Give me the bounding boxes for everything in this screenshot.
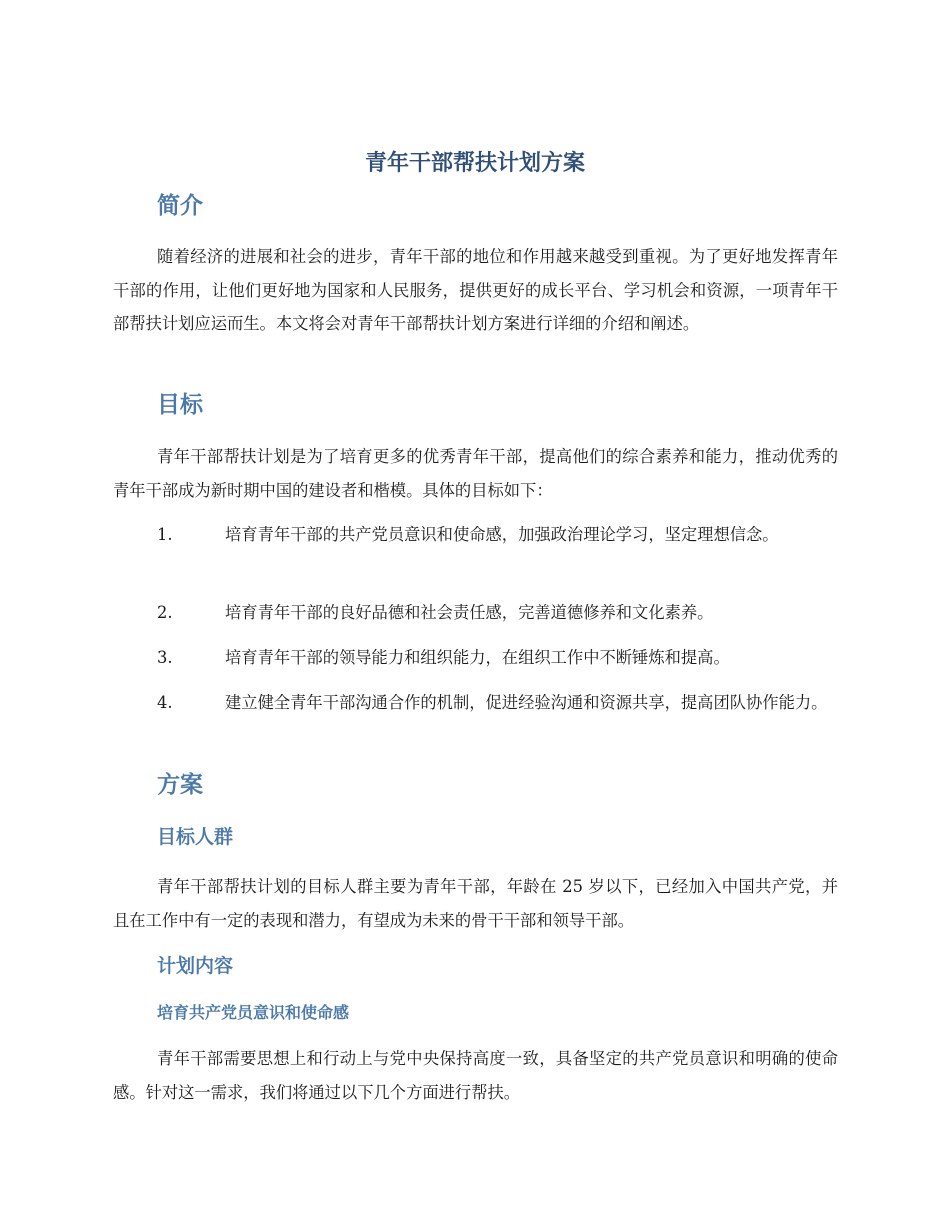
goal-item-text: 建立健全青年干部沟通合作的机制，促进经验沟通和资源共享，提高团队协作能力。 [225, 693, 828, 712]
goal-item [113, 596, 838, 630]
subheading-party-awareness: 培育共产党员意识和使命感 [157, 1003, 350, 1022]
goal-item-text: 培育青年干部的共产党员意识和使命感，加强政治理论学习，坚定理想信念。 [225, 525, 779, 544]
goal-item [113, 518, 838, 552]
goals-paragraph: 青年干部帮扶计划是为了培育更多的优秀青年干部，提高他们的综合素养和能力，推动优秀的青年干部成为新时期中国的建设者和楷模。具体的目标如下： [113, 447, 838, 500]
goal-item [113, 686, 838, 720]
goal-item [113, 641, 838, 675]
heading-plan: 方案 [157, 772, 203, 798]
heading-target-group: 目标人群 [157, 826, 234, 848]
heading-plan-content: 计划内容 [157, 955, 234, 977]
goal-item-number: 2. [157, 603, 173, 622]
goal-item-number: 1. [157, 525, 173, 544]
goal-item-text: 培育青年干部的领导能力和组织能力，在组织工作中不断锤炼和提高。 [225, 648, 730, 667]
target-group-paragraph: 青年干部帮扶计划的目标人群主要为青年干部，年龄在 25 岁以下，已经加入中国共产党，并且在工作中有一定的表现和潜力，有望成为未来的骨干干部和领导干部。 [113, 877, 838, 930]
party-awareness-paragraph: 青年干部需要思想上和行动上与党中央保持高度一致，具备坚定的共产党员意识和明确的使命感。针对这一需求，我们将通过以下几个方面进行帮扶。 [113, 1049, 838, 1102]
heading-goals: 目标 [157, 392, 203, 418]
goal-item-text: 培育青年干部的良好品德和社会责任感，完善道德修养和文化素养。 [225, 603, 714, 622]
intro-paragraph: 随着经济的进展和社会的进步，青年干部的地位和作用越来越受到重视。为了更好地发挥青年干部的作用，让他们更好地为国家和人民服务，提供更好的成长平台、学习机会和资源，一项青年干部帮扶计划应运而生。本文将会对青年干部帮扶计划方案进行详细的介绍和阐述。 [113, 247, 838, 333]
document-title: 青年干部帮扶计划方案 [364, 151, 585, 176]
heading-intro: 简介 [157, 193, 203, 219]
goal-item-number: 3. [157, 648, 173, 667]
goal-item-number: 4. [157, 693, 173, 712]
